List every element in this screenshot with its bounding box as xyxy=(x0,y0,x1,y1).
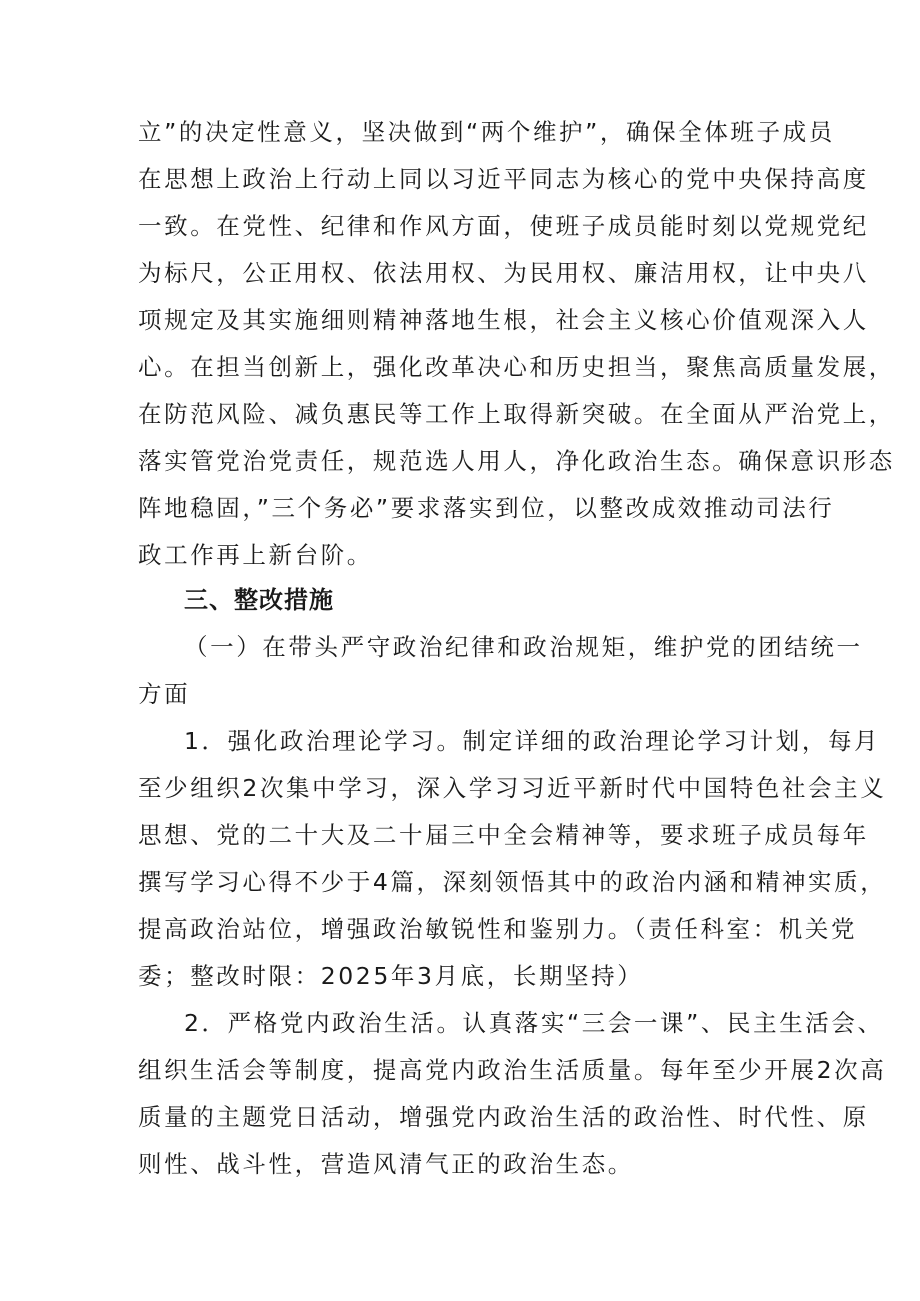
item-1-line-3: 思想、党的二十大及二十届三中全会精神等，要求班子成员每年 xyxy=(138,821,869,849)
item-2-line-2: 组织生活会等制度，提高党内政治生活质量。每年至少开展2次高 xyxy=(138,1056,887,1084)
item-1-line-1: 1．强化政治理论学习。制定详细的政治理论学习计划，每月 xyxy=(184,727,881,755)
item-1-line-4: 撰写学习心得不少于4篇，深刻领悟其中的政治内涵和精神实质， xyxy=(138,868,887,896)
item-2-line-4: 则性、战斗性，营造风清气正的政治生态。 xyxy=(138,1150,634,1178)
intro-line-10: 政工作再上新台阶。 xyxy=(138,541,373,569)
intro-line-1: 立”的决定性意义，坚决做到“两个维护”，确保全体班子成员 xyxy=(138,118,835,146)
intro-line-8: 落实管党治党责任，规范选人用人，净化政治生态。确保意识形态 xyxy=(138,447,895,475)
intro-line-3: 一致。在党性、纪律和作风方面，使班子成员能时刻以党规党纪 xyxy=(138,212,869,240)
subsection-line-1: （一）在带头严守政治纪律和政治规矩，维护党的团结统一 xyxy=(184,633,863,661)
intro-line-5: 项规定及其实施细则精神落地生根，社会主义核心价值观深入人 xyxy=(138,306,869,334)
item-1-line-2: 至少组织2次集中学习，深入学习习近平新时代中国特色社会主义 xyxy=(138,774,887,802)
item-2-line-1: 2．严格党内政治生活。认真落实“三会一课”、民主生活会、 xyxy=(184,1009,884,1037)
item-2-line-3: 质量的主题党日活动，增强党内政治生活的政治性、时代性、原 xyxy=(138,1103,869,1131)
intro-line-9: 阵地稳固，”三个务必”要求落实到位，以整改成效推动司法行 xyxy=(138,494,835,522)
section-heading: 三、整改措施 xyxy=(184,586,334,614)
subsection-line-2: 方面 xyxy=(138,680,191,708)
intro-line-7: 在防范风险、减负惠民等工作上取得新突破。在全面从严治党上， xyxy=(138,400,895,428)
item-1-line-5: 提高政治站位，增强政治敏锐性和鉴别力。（责任科室：机关党 xyxy=(138,915,858,943)
item-1-line-6: 委；整改时限：2025年3月底，长期坚持） xyxy=(138,962,644,990)
intro-line-4: 为标尺，公正用权、依法用权、为民用权、廉洁用权，让中央八 xyxy=(138,259,869,287)
intro-line-2: 在思想上政治上行动上同以习近平同志为核心的党中央保持高度 xyxy=(138,165,869,193)
intro-line-6: 心。在担当创新上，强化改革决心和历史担当，聚焦高质量发展， xyxy=(138,353,895,381)
